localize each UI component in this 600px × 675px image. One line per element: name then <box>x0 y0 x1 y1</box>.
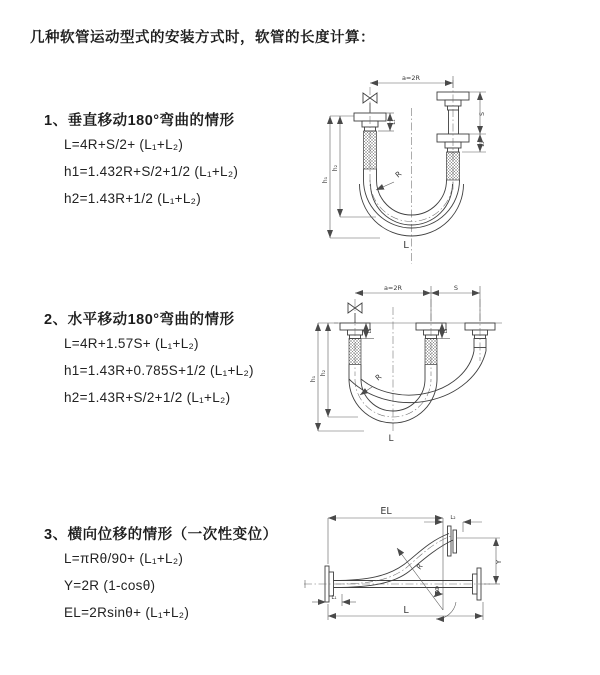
dim-label-radius: R <box>415 562 425 572</box>
dimension-length <box>328 602 483 620</box>
section-3-formula-EL: EL=2Rsinθ+ (L₁+L₂) <box>64 605 190 620</box>
dim-label-theta: θ <box>435 585 439 593</box>
dim-label-l2: L₂ <box>450 515 456 521</box>
section-3-heading: 3、横向位移的情形（一次性变位） <box>44 527 278 543</box>
dim-label-radius: R <box>373 372 384 383</box>
section-1-formula-L: L=4R+S/2+ (L₁+L₂) <box>64 137 184 152</box>
section-2-formula-h1: h1=1.43R+0.785S+1/2 (L₁+L₂) <box>64 363 254 378</box>
dim-label-h2: h₂ <box>332 164 339 172</box>
dim-label-l1: L₁ <box>367 328 373 334</box>
section-3-formula-Y: Y=2R (1-cosθ) <box>64 578 156 593</box>
dimension-l2 <box>424 515 482 532</box>
dimension-l1 <box>312 594 356 606</box>
section-3-formula-L: L=πRθ/90+ (L₁+L₂) <box>64 551 184 566</box>
dim-label-l2: L₂ <box>480 141 486 147</box>
section-2-formula-h2: h2=1.43R+S/2+1/2 (L₁+L₂) <box>64 390 231 405</box>
dim-label-a2r: a=2R <box>383 284 403 292</box>
dim-label-h2: h₂ <box>320 369 327 377</box>
dimension-radius <box>397 548 443 610</box>
dim-label-y: Y <box>495 559 503 565</box>
section-2-heading: 2、水平移动180°弯曲的情形 <box>44 312 235 328</box>
dim-label-radius: R <box>393 169 404 180</box>
dimension-top-span <box>370 74 453 88</box>
dimension-s <box>462 92 486 152</box>
dim-label-el: EL <box>380 506 392 517</box>
section-1-formula-h1: h1=1.432R+S/2+1/2 (L₁+L₂) <box>64 164 239 179</box>
dim-label-length: L <box>403 605 409 616</box>
section-1-heading: 1、垂直移动180°弯曲的情形 <box>44 113 235 129</box>
section-2-formula-L: L=4R+1.57S+ (L₁+L₂) <box>64 336 199 351</box>
dimension-radius <box>376 169 403 190</box>
diagram-vertical-180-bend <box>318 68 590 273</box>
diagram-horizontal-180-bend <box>306 281 594 456</box>
diagram-lateral-displacement <box>296 496 600 648</box>
upper-flange <box>448 526 457 556</box>
section-1-formula-h2: h2=1.43R+1/2 (L₁+L₂) <box>64 191 202 206</box>
dim-label-h1: h₁ <box>310 375 317 383</box>
dim-label-length: L <box>403 240 409 251</box>
dim-label-l2: L₂ <box>443 328 449 334</box>
hose-s-curve <box>334 534 454 588</box>
dim-label-h1: h₁ <box>322 176 329 184</box>
dim-label-l1: L₁ <box>331 595 337 601</box>
dim-label-s: S <box>479 112 486 116</box>
dim-label-length: L <box>388 434 394 444</box>
dim-label-s: S <box>453 284 459 292</box>
hose-u-bend-position2 <box>349 348 486 403</box>
dimension-top-span <box>355 284 480 321</box>
page-title: 几种软管运动型式的安装方式时，软管的长度计算： <box>30 30 375 46</box>
dim-label-a2r: a=2R <box>401 74 421 82</box>
dim-label-l1: L₁ <box>391 119 397 125</box>
